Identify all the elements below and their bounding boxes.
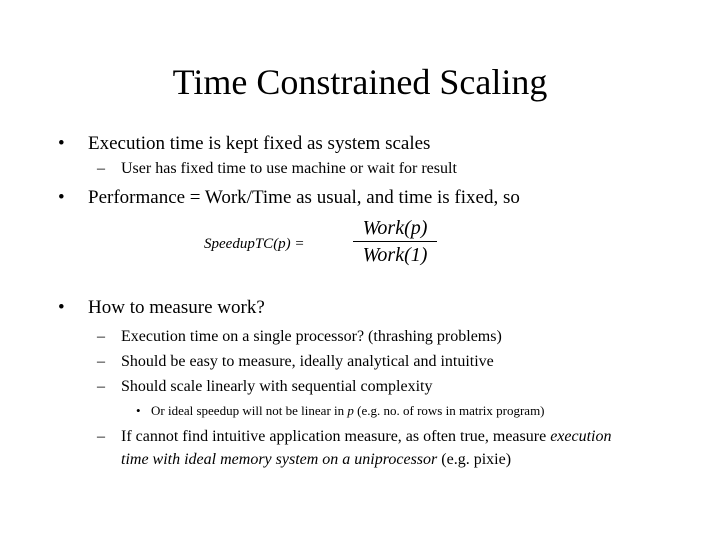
dash-marker: – [97, 428, 105, 445]
subsub-before: Or ideal speedup will not be linear in [151, 403, 348, 418]
last-part1: If cannot find intuitive application measure, as often true, measure [121, 428, 551, 445]
speedup-subscript: TC [254, 236, 274, 252]
sub-easy-to-measure: Should be easy to measure, ideally analytical and intuitive [121, 353, 494, 370]
bullet-measure-work: How to measure work? [88, 297, 265, 318]
sub-user-fixed-time: User has fixed time to use machine or wait for result [121, 160, 457, 177]
fraction-numerator: Work(p) [362, 217, 428, 239]
fraction-bar [353, 241, 437, 242]
last-part2: (e.g. pixie) [437, 451, 512, 468]
sub-single-processor: Execution time on a single processor? (thrashing problems) [121, 328, 502, 345]
last-ital1: execution [550, 428, 612, 445]
bullet-marker: • [58, 187, 65, 208]
sub-intuitive-measure-line2 [121, 449, 511, 471]
dash-marker: – [97, 353, 105, 370]
sub-scale-linearly: Should scale linearly with sequential complexity [121, 378, 433, 395]
bullet-marker: • [136, 403, 141, 418]
sub-intuitive-measure-line1 [121, 426, 611, 448]
fraction-denominator: Work(1) [362, 244, 428, 266]
dash-marker: – [97, 378, 105, 395]
bullet-execution-time: Execution time is kept fixed as system scales [88, 133, 431, 154]
bullet-marker: • [58, 297, 65, 318]
bullet-marker: • [58, 133, 65, 154]
work-fraction [353, 216, 437, 267]
subsub-after: (e.g. no. of rows in matrix program) [353, 403, 545, 418]
dash-marker: – [97, 328, 105, 345]
dash-marker: – [97, 160, 105, 177]
slide-title: Time Constrained Scaling [172, 62, 548, 102]
bullet-performance: Performance = Work/Time as usual, and time is fixed, so [88, 187, 520, 208]
speedup-formula-label [204, 234, 305, 254]
speedup-arg: (p) = [273, 236, 305, 252]
last-ital2: time with ideal memory system on a uniprocessor [121, 451, 438, 468]
subsub-ideal-speedup [151, 402, 545, 420]
speedup-label: Speedup [204, 236, 255, 252]
subsub-var: p [347, 403, 354, 418]
